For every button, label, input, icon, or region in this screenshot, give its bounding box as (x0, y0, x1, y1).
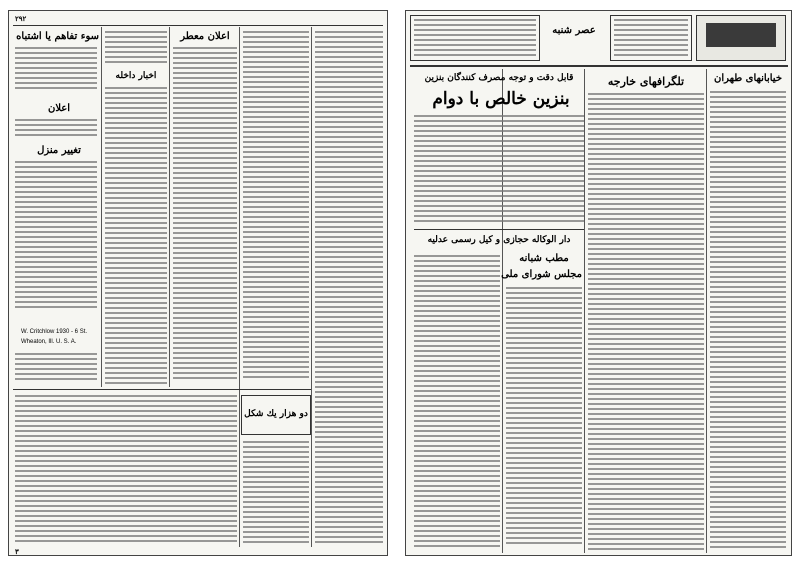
masthead-rule (410, 65, 788, 67)
section-rule (13, 389, 311, 390)
column-divider (584, 69, 585, 553)
article-text (15, 353, 97, 383)
date-box: عصر شنبه (552, 25, 596, 36)
gutter (388, 0, 405, 570)
section-rule (414, 229, 584, 230)
article-text (506, 287, 582, 551)
heading-two-thousand: دو هزار یك شكل (244, 409, 308, 419)
article-text (414, 255, 500, 551)
address-line: Wheaton, Ill. U. S. A. (21, 339, 77, 345)
article-text (710, 91, 786, 551)
left-page (8, 10, 388, 556)
column-divider (101, 27, 102, 387)
article-text (588, 93, 704, 551)
header-rule (13, 25, 383, 26)
article-text (15, 119, 97, 139)
column-divider (169, 27, 170, 387)
subscription-text (614, 19, 688, 59)
article-text (243, 31, 309, 385)
advertisement-text (414, 115, 584, 225)
headline-gasoline-consumers: قابل دقت و توجه مصرف کنندگان بنزین (424, 73, 574, 83)
right-page (405, 10, 792, 556)
address-line: W. Critchlow 1930 - 6 St. (21, 329, 88, 335)
article-text (15, 161, 97, 316)
heading-law-office: دار الوكاله حجازی و كيل رسمی عدليه (427, 235, 571, 245)
column-divider (706, 69, 707, 553)
heading-night-clinic: مطب شبانه (519, 253, 569, 264)
heading-national-assembly: مجلس شورای ملی (501, 269, 582, 280)
heading-misunderstanding: سوء تفاهم یا اشتباه (16, 31, 99, 42)
heading-notice: اعلان (47, 103, 71, 114)
price-table-text (414, 19, 536, 59)
headline-pure-gasoline: بنزین خالص با دوام (432, 89, 570, 109)
article-text (173, 47, 237, 385)
page-number: ۲۹۲ (15, 14, 27, 23)
column-divider (239, 27, 240, 547)
article-text (15, 395, 237, 545)
heading-domestic-news: اخبار داخله (115, 71, 157, 81)
heading-tehran-streets: خیابانهای طهران (713, 73, 783, 84)
footer-mark: ۳ (15, 547, 19, 556)
article-text (15, 47, 97, 97)
article-text (105, 87, 167, 385)
heading-change-address: تغییر منزل (37, 145, 81, 156)
column-divider (311, 27, 312, 547)
newspaper-logo (706, 23, 776, 47)
article-text (243, 441, 309, 547)
heading-perfumed-notice: اعلان معطر (180, 31, 230, 42)
heading-foreign-telegrams: تلگرافهای خارجه (607, 75, 685, 88)
article-text (105, 31, 167, 67)
article-text (315, 31, 383, 547)
